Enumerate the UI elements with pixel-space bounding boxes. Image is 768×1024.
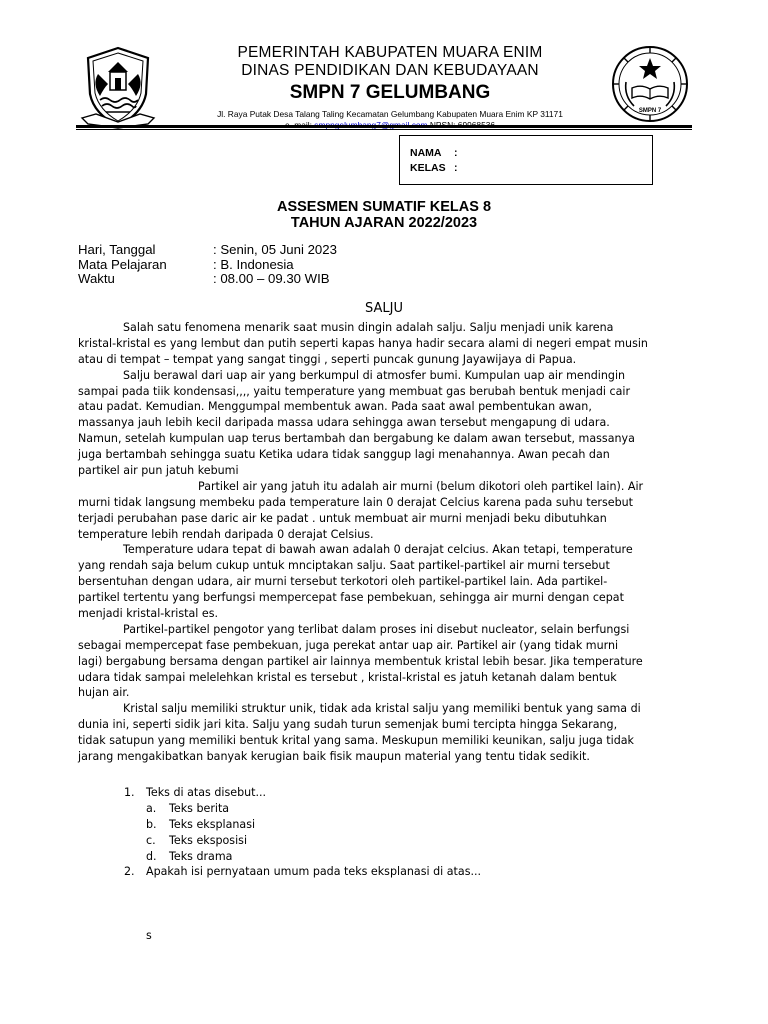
info-row-subject [78, 258, 337, 273]
option-text: Teks eksposisi [169, 833, 248, 847]
text-line: tidak satupun yang memiliki bentuk krital yang sama. Meskupun memiliki keunikan, salju juga tidak [78, 734, 634, 748]
text-line: udara tidak sampai melelehkan kristal es tersebut , kristal-kristal es jatuh ketanah dalam bentuk [78, 670, 617, 684]
text-line: bersentuhan dengan udara, air murni tersebut terkotori oleh partikel-partikel lain. Ada partikel- [78, 575, 608, 589]
name-label: NAMA [410, 147, 442, 159]
option-letter: b. [146, 817, 157, 831]
text-line: kristal-kristal es yang lembut dan putih seperti kapas hanya hadir secara alami di negeri empat musin [78, 336, 648, 350]
text-line: hujan air. [78, 686, 130, 700]
option-letter: a. [146, 801, 157, 815]
option-text: Teks berita [169, 801, 230, 815]
text-line: atau di tempat – tempat yang sangat tinggi , seperti puncak gunung Jayawijaya di Papua. [78, 352, 577, 366]
text-line: Kristal salju memiliki struktur unik, tidak ada kristal salju yang memiliki bentuk yang sama di [123, 702, 641, 716]
question-number: 2. [124, 865, 135, 879]
paragraph-3 [78, 479, 700, 543]
school-name: SMPN 7 GELUMBANG [289, 82, 491, 103]
question-1 [78, 785, 700, 801]
text-line: Namun, setelah kumpulan uap terus bertambah dan bergabung ke dalam awan tersebut, massanya [78, 432, 635, 446]
text-line: Partikel-partikel pengotor yang terlibat dalam proses ini disebut nucleator, selain berfungsi [123, 622, 630, 636]
exam-info [78, 243, 337, 287]
school-address: Jl. Raya Putak Desa Talang Taling Kecamatan Gelumbang Kabupaten Muara Enim KP 31171 [217, 109, 563, 119]
question-text: Apakah isi pernyataan umum pada teks eksplanasi di atas... [146, 865, 482, 879]
name-colon: : [454, 147, 458, 159]
text-line: yang rendah saja belum cukup untuk mnciptakan salju. Saat partikel-partikel air murni tersebut [78, 559, 610, 573]
text-line: Partikel air yang jatuh itu adalah air murni (belum dikotori oleh partikel lain). Air [198, 479, 644, 493]
option-letter: d. [146, 849, 157, 863]
text-line: sampai pada tiik kondensasi,,,, yaitu temperature yang membuat gas berubah bentuk menjadi cair [78, 384, 631, 398]
question-2 [78, 864, 700, 880]
reading-text [78, 320, 700, 765]
reading-title: SALJU [365, 301, 403, 316]
info-label: Mata Pelajaran [78, 256, 167, 272]
info-value: : Senin, 05 Juni 2023 [213, 242, 337, 257]
government-line: PEMERINTAH KABUPATEN MUARA ENIM [237, 44, 543, 61]
info-row-time [78, 272, 337, 287]
department-line: DINAS PENDIDIKAN DAN KEBUDAYAAN [241, 62, 539, 79]
text-line: partikel air pun jatuh kebumi [78, 464, 239, 478]
text-line: murni tidak langsung membeku pada temperature lain 0 derajat Celcius karena pada suhu tersebut [78, 495, 633, 509]
text-line: lagi) bergabung bersama dengan partikel air lainnya membentuk kristal lebih besar. Jika temperature [78, 654, 643, 668]
paragraph-4 [78, 542, 700, 621]
text-line: partikel tertentu yang berfungsi mempercepat fase pembekuan, sehingga air murni dengan cepat [78, 591, 624, 605]
exam-title: ASSESMEN SUMATIF KELAS 8 [276, 199, 492, 215]
text-line: Salah satu fenomena menarik saat musin dingin adalah salju. Salju menjadi unik karena [123, 321, 614, 334]
text-line: dunia ini, seperti sidik jari kita. Salju yang sudah turun semenjak bumi tercipta hingga Sekarang, [78, 718, 618, 732]
class-label: KELAS [410, 162, 446, 174]
name-row [410, 147, 458, 159]
info-value: : 08.00 – 09.30 WIB [213, 271, 330, 286]
option-b [78, 817, 700, 833]
info-row-date [78, 243, 337, 258]
class-colon: : [454, 162, 458, 174]
student-id-box [399, 135, 653, 185]
text-line: massanya jauh lebih kecil daripada massa udara sehingga awan tersebut mengapung di udara. [78, 416, 610, 430]
info-value: : B. Indonesia [213, 256, 294, 272]
school-crest-text: SMPN 7 [638, 108, 662, 114]
paragraph-6 [78, 701, 700, 765]
text-line: temperature lebih rendah daripada 0 derajat Celsius. [78, 527, 374, 541]
text-line: juga bertambah sehingga suatu Ketika udara tidak sanggup lagi menahannya. Awan pecah dan [78, 448, 610, 462]
option-text: Teks drama [169, 849, 233, 863]
option-text: Teks eksplanasi [169, 817, 256, 831]
option-d [78, 849, 700, 865]
option-c [78, 833, 700, 849]
paragraph-2 [78, 368, 700, 479]
text-line: jarang mengakibatkan banyak kerugian baik fisik maupun material yang tentu tidak sedikit. [78, 750, 590, 764]
stray-text: s [146, 929, 152, 942]
question-text: Teks di atas disebut... [146, 786, 267, 799]
option-letter: c. [146, 833, 156, 847]
text-line: Temperature udara tepat di bawah awan adalah 0 derajat celcius. Akan tetapi, temperature [123, 543, 633, 557]
text-line: Salju berawal dari uap air yang berkumpul di atmosfer bumi. Kumpulan uap air mendingin [123, 368, 626, 382]
muara-enim-regency-crest-icon [78, 44, 158, 130]
paragraph-5 [78, 622, 700, 701]
question-list [78, 785, 700, 880]
question-number: 1. [124, 786, 135, 799]
letterhead-divider-thin [76, 129, 692, 130]
option-a [78, 801, 700, 817]
letterhead-divider-thick [76, 125, 692, 128]
class-row [410, 162, 458, 174]
letterhead [150, 44, 630, 131]
text-line: menjadi kristal-kristal es. [78, 607, 219, 621]
info-label: Waktu [78, 271, 115, 286]
text-line: atau padat. Kemudian. Menggumpal membentuk awan. Pada saat awal pembentukan awan, [78, 400, 592, 414]
text-line: sebagai mempercepat fase pembekuan, juga perekat antar uap air. Partikel air (yang tidak murni [78, 638, 619, 652]
info-label: Hari, Tanggal [78, 242, 156, 257]
text-line: terjadi perubahan pase daric air ke padat . untuk membuat air murni menjadi beku dibutuhkan [78, 511, 607, 525]
paragraph-1 [78, 320, 700, 368]
academic-year: TAHUN AJARAN 2022/2023 [290, 215, 478, 231]
